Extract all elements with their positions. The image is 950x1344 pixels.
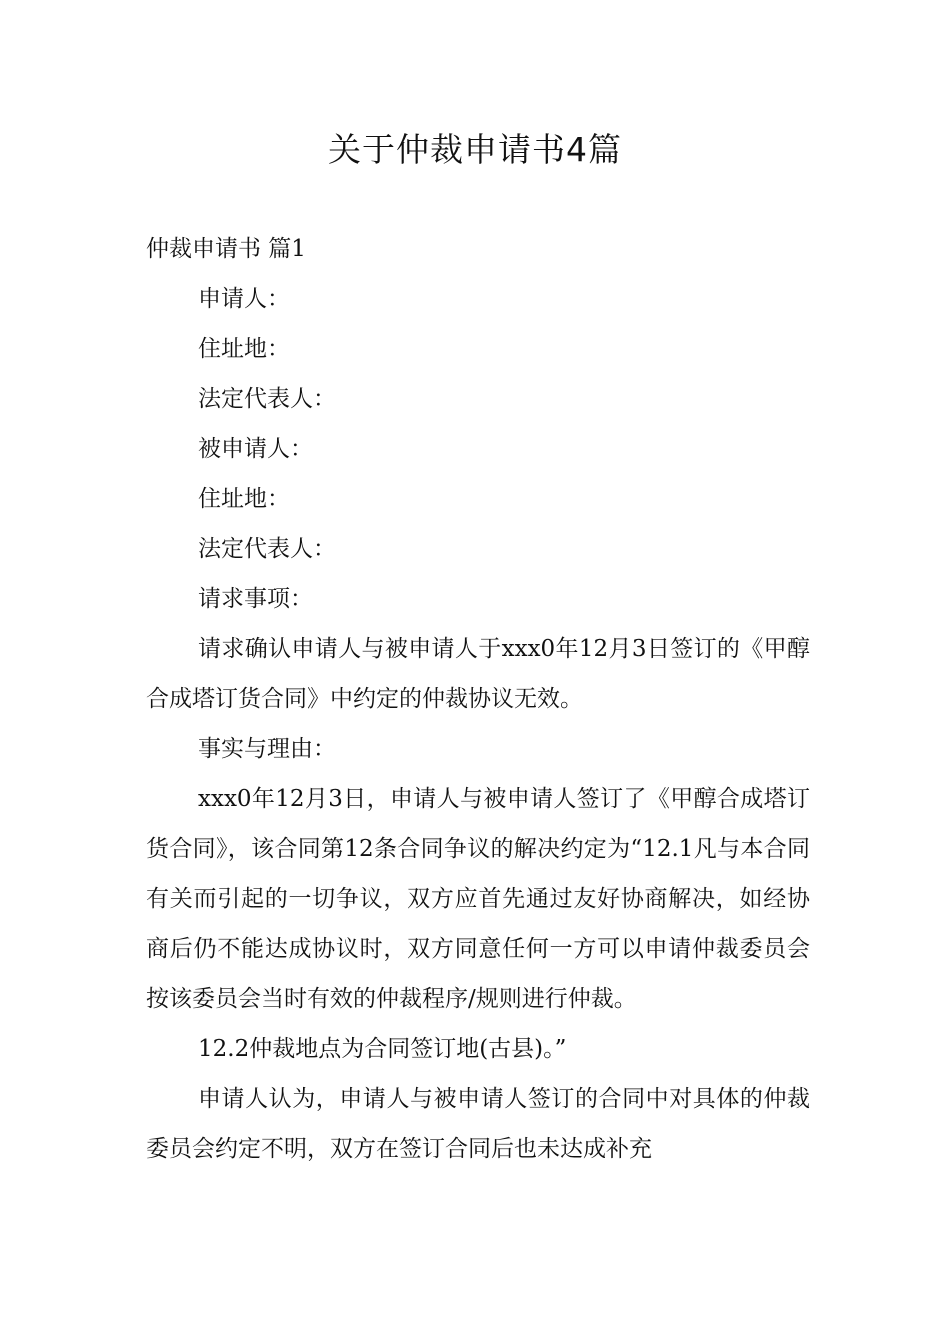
claims-heading: 请求事项： — [198, 586, 313, 612]
respondent-legal-rep-label: 法定代表人： — [198, 536, 336, 562]
respondent-label: 被申请人： — [198, 436, 313, 462]
facts-heading: 事实与理由： — [198, 736, 336, 762]
applicant-opinion-paragraph: 申请人认为，申请人与被申请人签订的合同中对具体的仲裁委员会约定不明，双方在签订合同后也未达成补充 — [146, 1086, 810, 1162]
claims-paragraph: 请求确认申请人与被申请人于xxx0年12月3日签订的《甲醇合成塔订货合同》中约定的仲裁协议无效。 — [146, 636, 810, 712]
document-body — [146, 224, 810, 1174]
section-heading: 仲裁申请书 篇1 — [146, 236, 306, 262]
applicant-address-label: 住址地： — [198, 336, 290, 362]
respondent-address-label: 住址地： — [198, 486, 290, 512]
facts-paragraph: xxx0年12月3日，申请人与被申请人签订了《甲醇合成塔订货合同》，该合同第12条合同争议的解决约定为“12.1凡与本合同有关而引起的一切争议，双方应首先通过友好协商解决，如经协商后仍不能达成协议时，双方同意任何一方可以申请仲裁委员会按该委员会当时有效的仲裁程序/规则进行仲裁。 — [146, 786, 810, 1012]
applicant-label: 申请人： — [198, 286, 290, 312]
applicant-legal-rep-label: 法定代表人： — [198, 386, 336, 412]
arbitration-location-paragraph: 12.2仲裁地点为合同签订地(古县)。” — [198, 1036, 567, 1062]
document-title: 关于仲裁申请书4篇 — [328, 130, 622, 169]
